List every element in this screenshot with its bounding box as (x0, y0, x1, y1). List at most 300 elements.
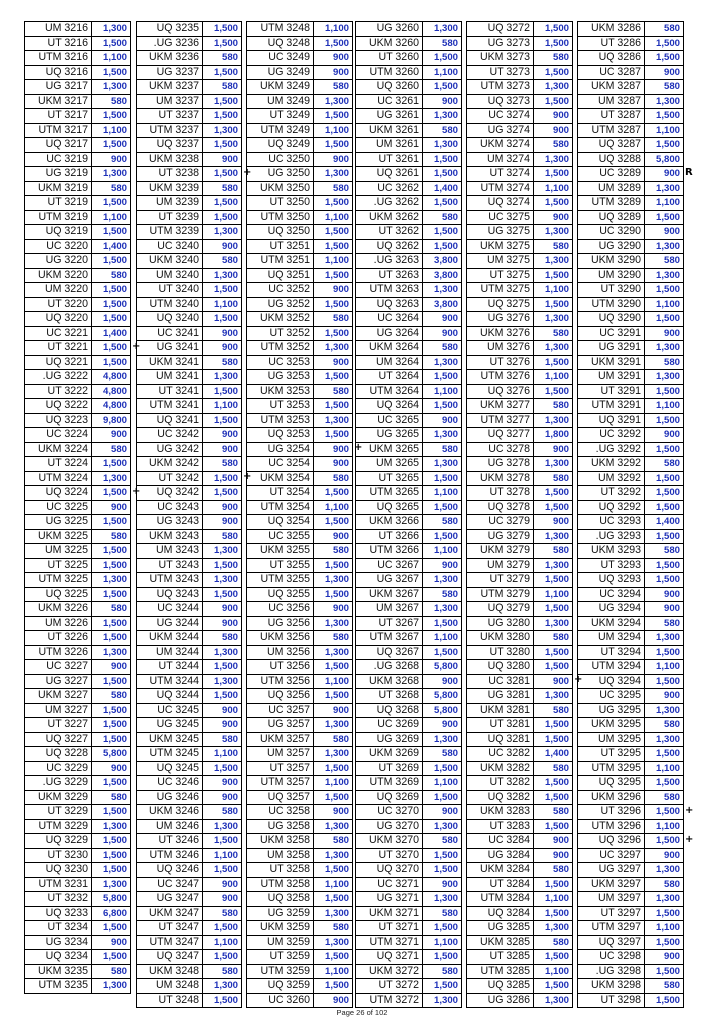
table-row (467, 428, 573, 443)
table-row (25, 674, 131, 689)
table-row (356, 529, 462, 544)
item-code: UC 3260 (247, 993, 314, 1008)
item-code: UQ 3288 (578, 152, 645, 167)
table-row (356, 109, 462, 124)
item-value: 1,500 (92, 616, 131, 631)
item-value: 580 (203, 732, 242, 747)
table-row (356, 921, 462, 936)
table-row (356, 761, 462, 776)
item-code: UKM 3271 (356, 906, 423, 921)
price-column-5 (466, 21, 573, 1008)
item-code: UKM 3236 (137, 51, 203, 66)
item-value: 1,500 (314, 196, 353, 211)
table-row (356, 500, 462, 515)
item-code: UG 3227 (25, 674, 92, 689)
item-value: 1,500 (203, 210, 242, 225)
item-value: 1,300 (645, 181, 684, 196)
item-code: UKM 3293 (578, 544, 645, 559)
item-value: 900 (534, 123, 573, 138)
item-code: UKM 3245 (137, 732, 203, 747)
price-column-3 (246, 21, 353, 1008)
item-code: UQ 3265 (356, 500, 423, 515)
table-row (137, 747, 242, 762)
item-code: UC 3253 (247, 355, 314, 370)
item-code: UQ 3280 (467, 660, 534, 675)
table-row (578, 355, 684, 370)
table-row (356, 631, 462, 646)
item-value: 1,500 (314, 660, 353, 675)
item-value: 1,500 (423, 152, 462, 167)
item-value: 1,500 (203, 167, 242, 182)
item-value: 1,300 (314, 747, 353, 762)
item-code: UKM 3294 (578, 616, 645, 631)
item-value: 4,800 (92, 399, 131, 414)
table-row (467, 123, 573, 138)
item-code: UM 3240 (137, 268, 203, 283)
table-row (25, 848, 131, 863)
item-value: 1,500 (203, 950, 242, 965)
item-code: UT 3234 (25, 921, 92, 936)
item-value: 1,300 (645, 268, 684, 283)
item-code: UM 3249 (247, 94, 314, 109)
item-value: 580 (314, 80, 353, 95)
item-code: UTM 3273 (467, 80, 534, 95)
item-code: UKM 3281 (467, 703, 534, 718)
item-code: UTM 3274 (467, 181, 534, 196)
table-row (137, 674, 242, 689)
item-code: UQ 3221 (25, 355, 92, 370)
item-code: UKM 3296 (578, 790, 645, 805)
item-code: UT 3272 (356, 979, 423, 994)
item-code: UTM 3237 (137, 123, 203, 138)
item-code: UKM 3246 (137, 805, 203, 820)
table-row (137, 689, 242, 704)
item-value: 580 (203, 355, 242, 370)
table-row (578, 935, 684, 950)
item-code: UQ 3253 (247, 428, 314, 443)
table-row (137, 558, 242, 573)
item-value: 1,500 (92, 486, 131, 501)
table-row (578, 297, 684, 312)
item-value: 580 (423, 36, 462, 51)
item-code: UT 3258 (247, 863, 314, 878)
table-row (247, 790, 353, 805)
table-row (25, 36, 131, 51)
item-value: 1,500 (92, 36, 131, 51)
table-row (25, 65, 131, 80)
item-value: 900 (314, 152, 353, 167)
table-row (578, 718, 684, 733)
item-value: 1,500 (534, 732, 573, 747)
item-value: 1,100 (645, 660, 684, 675)
item-code: UG 3271 (356, 892, 423, 907)
table-row (247, 587, 353, 602)
plus-marker: + (132, 340, 141, 352)
item-value: 1,500 (92, 312, 131, 327)
item-code: UKM 3276 (467, 326, 534, 341)
item-value: 1,400 (423, 181, 462, 196)
item-value: 1,500 (645, 834, 684, 849)
item-code: UT 3232 (25, 892, 92, 907)
item-code: UC 3270 (356, 805, 423, 820)
item-code: UKM 3275 (467, 239, 534, 254)
item-value: 580 (645, 718, 684, 733)
item-value: 1,500 (534, 906, 573, 921)
table-row (137, 326, 242, 341)
item-code: UT 3229 (25, 805, 92, 820)
item-code: UG 3281 (467, 689, 534, 704)
item-value: 1,500 (92, 805, 131, 820)
table-row (137, 312, 242, 327)
table-row (25, 457, 131, 472)
price-column-6 (577, 21, 684, 1008)
item-code: UG 3254 (247, 442, 314, 457)
table-row (25, 558, 131, 573)
item-value: 1,300 (92, 645, 131, 660)
item-code: UT 3291 (578, 384, 645, 399)
item-value: 1,500 (203, 587, 242, 602)
item-code: .UG 3262 (356, 196, 423, 211)
item-value: 900 (645, 225, 684, 240)
table-row (578, 254, 684, 269)
table-row (25, 660, 131, 675)
item-value: 1,500 (203, 94, 242, 109)
item-code: UTM 3257 (247, 776, 314, 791)
table-row (356, 950, 462, 965)
item-value: 1,100 (534, 181, 573, 196)
item-value: 1,500 (92, 950, 131, 965)
item-code: UQ 3264 (356, 399, 423, 414)
table-row (25, 703, 131, 718)
table-row (356, 486, 462, 501)
item-code: UQ 3295 (578, 776, 645, 791)
table-row (247, 399, 353, 414)
item-value: 1,500 (92, 718, 131, 733)
table-row (247, 602, 353, 617)
table-row (247, 718, 353, 733)
item-value: 1,100 (314, 210, 353, 225)
item-value: 1,500 (645, 776, 684, 791)
item-code: UQ 3235 (137, 22, 203, 37)
table-row (467, 761, 573, 776)
item-value: 900 (645, 428, 684, 443)
item-code: UC 3282 (467, 747, 534, 762)
table-row (578, 877, 684, 892)
table-row (137, 138, 242, 153)
table-row (467, 747, 573, 762)
item-code: UTM 3225 (25, 573, 92, 588)
item-code: UT 3239 (137, 210, 203, 225)
item-code: UTM 3241 (137, 399, 203, 414)
item-value: 3,800 (423, 254, 462, 269)
item-value: 900 (92, 152, 131, 167)
table-row (247, 152, 353, 167)
item-code: UTM 3217 (25, 123, 92, 138)
item-value: 1,300 (534, 254, 573, 269)
table-row (467, 515, 573, 530)
table-row (137, 515, 242, 530)
item-code: UQ 3245 (137, 761, 203, 776)
item-code: UTM 3252 (247, 341, 314, 356)
item-code: UG 3269 (356, 732, 423, 747)
table-row (578, 732, 684, 747)
table-row (247, 471, 353, 486)
item-value: 900 (423, 413, 462, 428)
table-row (247, 515, 353, 530)
item-code: UQ 3292 (578, 500, 645, 515)
item-code: UTM 3248 (247, 22, 314, 37)
item-code: UT 3230 (25, 848, 92, 863)
item-value: 1,500 (92, 341, 131, 356)
item-value: 1,500 (314, 863, 353, 878)
table-row (578, 993, 684, 1008)
item-value: 580 (314, 921, 353, 936)
item-code: UKM 3239 (137, 181, 203, 196)
item-value: 580 (645, 877, 684, 892)
table-row (467, 906, 573, 921)
table-row (578, 790, 684, 805)
table-row (467, 442, 573, 457)
item-value: 580 (534, 544, 573, 559)
item-value: 1,500 (534, 196, 573, 211)
table-row (247, 80, 353, 95)
item-code: UG 3217 (25, 80, 92, 95)
item-value: 900 (423, 558, 462, 573)
table-row (578, 94, 684, 109)
table-row (247, 94, 353, 109)
table-row (467, 181, 573, 196)
item-value: 1,500 (534, 573, 573, 588)
table-row (578, 863, 684, 878)
item-value: 900 (203, 703, 242, 718)
item-code: UTM 3239 (137, 225, 203, 240)
table-row (578, 892, 684, 907)
item-value: 900 (203, 239, 242, 254)
item-value: 900 (423, 805, 462, 820)
item-value: 1,300 (645, 370, 684, 385)
item-value: 900 (314, 65, 353, 80)
item-code: UM 3239 (137, 196, 203, 211)
table-row (578, 370, 684, 385)
item-value: 1,100 (314, 22, 353, 37)
item-code: UT 3253 (247, 399, 314, 414)
table-row (356, 210, 462, 225)
item-value: 900 (314, 805, 353, 820)
table-row (578, 36, 684, 51)
table-row (247, 239, 353, 254)
item-code: UG 3225 (25, 515, 92, 530)
item-code: UC 3224 (25, 428, 92, 443)
item-code: UC 3241 (137, 326, 203, 341)
item-value: 1,300 (534, 80, 573, 95)
item-value: 580 (423, 341, 462, 356)
price-column-4 (355, 21, 462, 1008)
item-code: UKM 3284 (467, 863, 534, 878)
table-row (467, 80, 573, 95)
item-code: UC 3274 (467, 109, 534, 124)
table-row (467, 834, 573, 849)
table-row (247, 674, 353, 689)
item-code: UT 3256 (247, 660, 314, 675)
item-value: 1,100 (423, 544, 462, 559)
item-value: 1,100 (534, 964, 573, 979)
item-code: UTM 3263 (356, 283, 423, 298)
table-row (137, 573, 242, 588)
item-code: UQ 3254 (247, 515, 314, 530)
table-row (137, 442, 242, 457)
table-row (356, 834, 462, 849)
item-value: 1,500 (92, 515, 131, 530)
item-code: UC 3293 (578, 515, 645, 530)
table-row (137, 36, 242, 51)
item-value: 580 (423, 747, 462, 762)
item-value: 580 (203, 254, 242, 269)
item-value: 1,500 (203, 283, 242, 298)
item-code: .UG 3268 (356, 660, 423, 675)
item-code: UQ 3270 (356, 863, 423, 878)
table-row (467, 718, 573, 733)
table-row (578, 413, 684, 428)
item-value: 580 (203, 457, 242, 472)
price-column-2 (136, 21, 242, 1008)
table-row (467, 312, 573, 327)
item-code: UQ 3263 (356, 297, 423, 312)
item-code: UT 3238 (137, 167, 203, 182)
item-code: UC 3275 (467, 210, 534, 225)
item-code: UTM 3226 (25, 645, 92, 660)
item-value: 1,100 (314, 674, 353, 689)
table-row (137, 979, 242, 994)
item-code: UQ 3217 (25, 138, 92, 153)
item-value: 1,500 (645, 964, 684, 979)
plus-marker: + (574, 674, 583, 685)
item-value: 1,500 (203, 22, 242, 37)
table-row (25, 326, 131, 341)
table-row (356, 283, 462, 298)
item-value: 1,300 (645, 239, 684, 254)
item-value: 1,500 (314, 326, 353, 341)
item-value: 1,300 (423, 892, 462, 907)
item-code: UKM 3238 (137, 152, 203, 167)
item-value: 1,500 (423, 500, 462, 515)
plus-marker: + (243, 166, 252, 178)
item-code: UG 3276 (467, 312, 534, 327)
item-code: UG 3265 (356, 428, 423, 443)
table-row (467, 457, 573, 472)
item-value: 900 (314, 51, 353, 66)
table-row (578, 689, 684, 704)
item-value: 1,100 (645, 819, 684, 834)
table-row (137, 254, 242, 269)
item-code: UC 3294 (578, 587, 645, 602)
item-value: 1,500 (92, 674, 131, 689)
item-code: UC 3261 (356, 94, 423, 109)
table-row (137, 805, 242, 820)
item-value: 1,300 (314, 573, 353, 588)
item-value: 580 (534, 631, 573, 646)
item-value: 1,300 (203, 268, 242, 283)
item-code: UT 3266 (356, 529, 423, 544)
table-row (247, 993, 353, 1008)
item-code: UM 3220 (25, 283, 92, 298)
item-value: 1,300 (534, 152, 573, 167)
item-value: 1,500 (92, 196, 131, 211)
item-value: 900 (92, 428, 131, 443)
table-row (25, 94, 131, 109)
item-value: 900 (92, 935, 131, 950)
item-value: 580 (534, 399, 573, 414)
item-code: UT 3268 (356, 689, 423, 704)
item-value: 900 (534, 515, 573, 530)
item-code: UT 3217 (25, 109, 92, 124)
table-row (25, 964, 131, 979)
item-code: UC 3247 (137, 877, 203, 892)
item-value: 1,400 (92, 326, 131, 341)
item-value: 1,500 (534, 602, 573, 617)
item-value: 1,300 (423, 283, 462, 298)
item-code: UM 3292 (578, 471, 645, 486)
item-value: 900 (203, 877, 242, 892)
item-value: 1,100 (423, 486, 462, 501)
table-row (467, 877, 573, 892)
item-code: UG 3285 (467, 921, 534, 936)
table-row (578, 645, 684, 660)
item-value: 1,100 (203, 297, 242, 312)
item-code: UQ 3216 (25, 65, 92, 80)
table-row (467, 645, 573, 660)
item-code: UTM 3275 (467, 283, 534, 298)
item-value: 1,500 (645, 529, 684, 544)
table-row (578, 457, 684, 472)
item-code: UQ 3246 (137, 863, 203, 878)
item-code: UQ 3229 (25, 834, 92, 849)
table-row (467, 892, 573, 907)
table-row (578, 65, 684, 80)
item-code: UTM 3296 (578, 819, 645, 834)
item-code: UQ 3258 (247, 892, 314, 907)
item-value: 900 (423, 94, 462, 109)
item-code: UC 3243 (137, 500, 203, 515)
item-value: 1,300 (314, 167, 353, 182)
item-code: UG 3284 (467, 848, 534, 863)
item-code: UQ 3223 (25, 413, 92, 428)
plus-marker: + (685, 833, 694, 845)
table-row (356, 428, 462, 443)
table-row (467, 602, 573, 617)
item-code: UTM 3253 (247, 413, 314, 428)
table-row (467, 993, 573, 1008)
item-value: 1,300 (92, 167, 131, 182)
table-row (467, 776, 573, 791)
table-row (356, 225, 462, 240)
item-code: UG 3295 (578, 703, 645, 718)
item-value: 1,500 (314, 370, 353, 385)
item-code: UC 3227 (25, 660, 92, 675)
item-value: 1,500 (92, 834, 131, 849)
table-row (25, 790, 131, 805)
item-code: UT 3222 (25, 384, 92, 399)
item-value: 900 (423, 877, 462, 892)
table-row (137, 152, 242, 167)
item-value: 1,300 (92, 22, 131, 37)
table-row (578, 152, 684, 167)
item-value: 1,500 (534, 297, 573, 312)
item-value: 1,400 (534, 747, 573, 762)
item-code: UG 3278 (467, 457, 534, 472)
table-row (137, 906, 242, 921)
item-value: 1,500 (314, 36, 353, 51)
table-row (467, 196, 573, 211)
